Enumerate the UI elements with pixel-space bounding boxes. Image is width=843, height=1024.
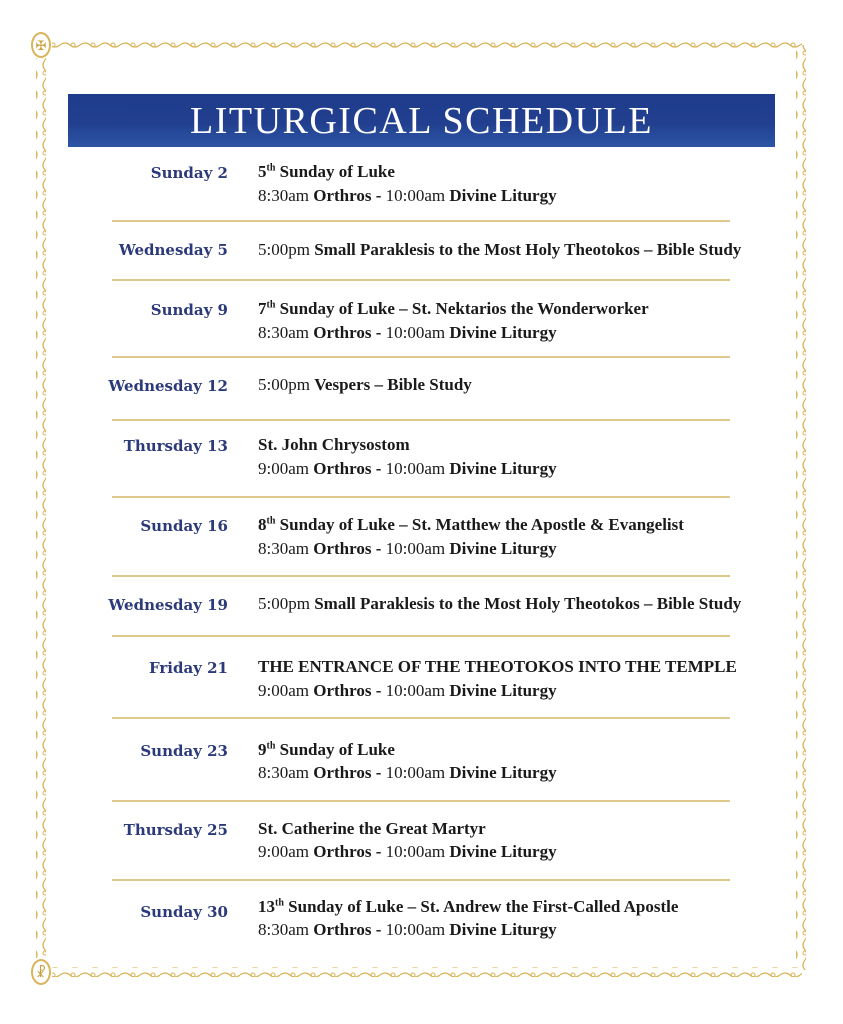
event-title: 9th Sunday of Luke [258, 740, 395, 759]
event-times: 9:00am Orthros - 10:00am Divine Liturgy [258, 459, 557, 478]
event-title: St. Catherine the Great Martyr [258, 819, 486, 838]
event-title: THE ENTRANCE OF THE THEOTOKOS INTO THE TEMPLE [258, 657, 737, 676]
event-times: 8:30am Orthros - 10:00am Divine Liturgy [258, 920, 557, 939]
event-title: 8th Sunday of Luke – St. Matthew the Apostle & Evangelist [258, 515, 684, 534]
event-date: Friday 21 [148, 659, 228, 677]
event-date: Sunday 16 [140, 517, 228, 535]
event-times: 8:30am Orthros - 10:00am Divine Liturgy [258, 539, 557, 558]
divider [112, 496, 730, 498]
cross-medallion-icon: ✠ [31, 32, 51, 58]
event-times: 8:30am Orthros - 10:00am Divine Liturgy [258, 763, 557, 782]
divider [112, 220, 730, 222]
event-date: Sunday 2 [150, 164, 228, 182]
event-times: 8:30am Orthros - 10:00am Divine Liturgy [258, 323, 557, 342]
divider [112, 279, 730, 281]
event-date: Wednesday 5 [118, 241, 228, 259]
divider [112, 356, 730, 358]
divider [112, 575, 730, 577]
title-banner [68, 94, 775, 147]
divider [112, 800, 730, 802]
event-title: 13th Sunday of Luke – St. Andrew the First-Called Apostle [258, 897, 679, 916]
event-times: 9:00am Orthros - 10:00am Divine Liturgy [258, 842, 557, 861]
chi-rho-icon: ☧ [31, 959, 51, 985]
event-date: Thursday 13 [123, 437, 228, 455]
event-title: 7th Sunday of Luke – St. Nektarios the Wonderworker [258, 299, 649, 318]
event-title: St. John Chrysostom [258, 435, 410, 454]
page-title: LITURGICAL SCHEDULE [190, 99, 653, 142]
event-times: 8:30am Orthros - 10:00am Divine Liturgy [258, 186, 557, 205]
event-date: Sunday 23 [140, 742, 228, 760]
event-times: 5:00pm Small Paraklesis to the Most Holy Theotokos – Bible Study [258, 594, 742, 613]
event-times: 9:00am Orthros - 10:00am Divine Liturgy [258, 681, 557, 700]
event-date: Sunday 30 [140, 903, 228, 921]
divider [112, 635, 730, 637]
event-title: 5th Sunday of Luke [258, 162, 395, 181]
event-date: Thursday 25 [123, 821, 228, 839]
event-date: Wednesday 19 [108, 596, 228, 614]
event-date: Wednesday 12 [108, 377, 228, 395]
divider [112, 419, 730, 421]
event-times: 5:00pm Small Paraklesis to the Most Holy Theotokos – Bible Study [258, 240, 742, 259]
event-times: 5:00pm Vespers – Bible Study [258, 375, 472, 394]
event-date: Sunday 9 [150, 301, 228, 319]
divider [112, 717, 730, 719]
divider [112, 879, 730, 881]
